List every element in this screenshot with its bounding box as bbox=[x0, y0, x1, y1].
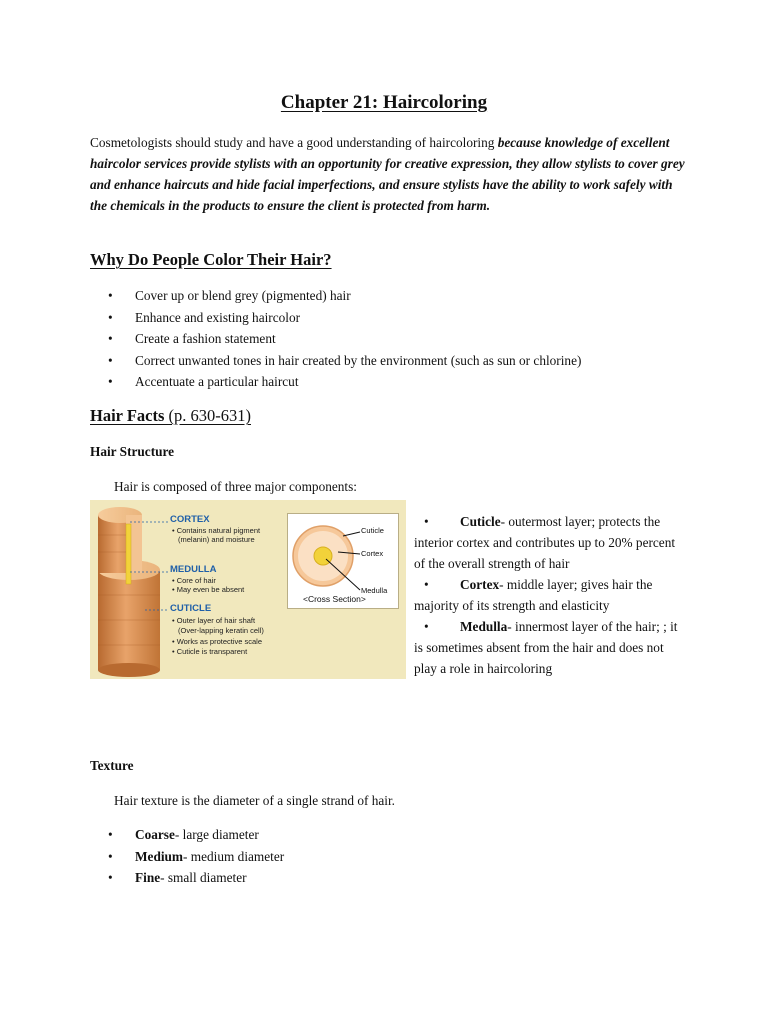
bullet-icon: • bbox=[108, 848, 113, 864]
cortex-label: CORTEX bbox=[170, 514, 210, 525]
bullet-icon: • bbox=[424, 577, 429, 592]
layer-descriptions bbox=[414, 511, 684, 679]
texture-heading: Texture bbox=[90, 758, 134, 773]
hair-structure-diagram bbox=[90, 500, 406, 679]
list-item: • Medulla- innermost layer of the hair; ; it is sometimes absent from the hair and does not play a role in haircoloring bbox=[414, 616, 684, 679]
list-item: • Cover up or blend grey (pigmented) hair bbox=[108, 285, 581, 307]
medulla-note: • May even be absent bbox=[172, 585, 245, 594]
cortex-note: • Contains natural pigment bbox=[172, 526, 261, 535]
texture-lead: Hair texture is the diameter of a single strand of hair. bbox=[114, 793, 395, 808]
cuticle-label: CUTICLE bbox=[170, 603, 212, 614]
hair-structure-lead: Hair is composed of three major components: bbox=[114, 479, 357, 494]
xsec-caption: <Cross Section> bbox=[303, 594, 366, 604]
cuticle-note: • Outer layer of hair shaft bbox=[172, 616, 256, 625]
page-title: Chapter 21: Haircoloring bbox=[280, 92, 488, 113]
why-list bbox=[108, 285, 581, 393]
list-item: • Fine- small diameter bbox=[108, 867, 284, 889]
list-item: • Correct unwanted tones in hair created by the environment (such as sun or chlorine) bbox=[108, 350, 581, 372]
bullet-icon: • bbox=[424, 619, 429, 634]
list-item: • Medium- medium diameter bbox=[108, 846, 284, 868]
cuticle-note: • Works as protective scale bbox=[172, 637, 263, 646]
cuticle-note: • Cuticle is transparent bbox=[172, 647, 248, 656]
list-item: • Accentuate a particular haircut bbox=[108, 371, 581, 393]
xsec-medulla-label: Medulla bbox=[361, 586, 388, 595]
bullet-icon: • bbox=[108, 827, 113, 842]
intro-emphasis-text: because knowledge of excellent haircolor services provide stylists with an opportunity for creative expression, they allow stylists to cover grey and enhance haircuts and hide facial imperfections, and ensure stylists have the ability to work safely with the chemicals in the products to ensure the client is protected from harm. bbox=[90, 135, 685, 213]
intro-plain-text: Cosmetologists should study and have a good understanding of haircoloring bbox=[90, 135, 498, 150]
medulla-note: • Core of hair bbox=[172, 576, 216, 585]
bullet-icon: • bbox=[108, 331, 113, 346]
texture-list bbox=[108, 824, 284, 889]
list-item: • Enhance and existing haircolor bbox=[108, 307, 581, 329]
bullet-icon: • bbox=[108, 288, 113, 303]
xsec-cuticle-label: Cuticle bbox=[361, 526, 384, 535]
list-item: • Create a fashion statement bbox=[108, 328, 581, 350]
bullet-icon: • bbox=[108, 309, 113, 325]
list-item: • Coarse- large diameter bbox=[108, 824, 284, 846]
bullet-icon: • bbox=[108, 870, 113, 885]
medulla-label: MEDULLA bbox=[170, 564, 217, 575]
bullet-icon: • bbox=[108, 352, 113, 368]
cortex-note: (melanin) and moisture bbox=[178, 535, 255, 544]
cross-section-panel bbox=[287, 513, 399, 609]
cuticle-note: (Over-lapping keratin cell) bbox=[178, 626, 264, 635]
intro-paragraph bbox=[90, 132, 690, 216]
hair-structure-heading: Hair Structure bbox=[90, 444, 175, 459]
list-item: • Cortex- middle layer; gives hair the majority of its strength and elasticity bbox=[414, 574, 684, 616]
bullet-icon: • bbox=[424, 514, 429, 529]
page-reference: (p. 630-631) bbox=[168, 406, 251, 425]
xsec-cortex-label: Cortex bbox=[361, 549, 384, 558]
why-heading: Why Do People Color Their Hair? bbox=[90, 250, 332, 269]
bullet-icon: • bbox=[108, 374, 113, 389]
hair-facts-heading: Hair Facts (p. 630-631) bbox=[90, 406, 251, 425]
list-item: • Cuticle- outermost layer; protects the interior cortex and contributes up to 20% percent of the overall strength of hair bbox=[414, 511, 684, 574]
